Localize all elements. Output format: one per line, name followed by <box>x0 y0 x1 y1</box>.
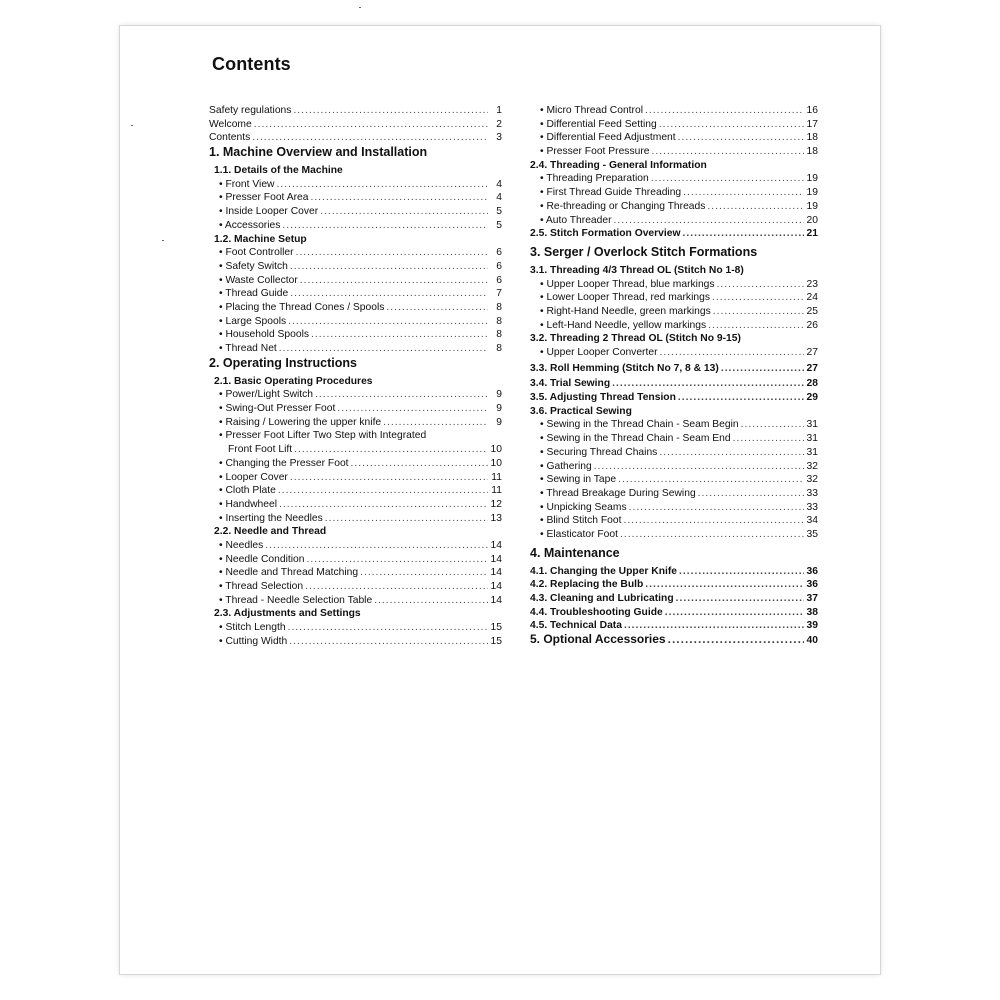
toc-entry-label: Contents <box>209 132 251 144</box>
leader-dots <box>623 514 804 528</box>
toc-entry[interactable] <box>530 305 818 319</box>
toc-entry[interactable] <box>530 473 818 487</box>
toc-entry-page: 4 <box>496 192 502 204</box>
leader-dots <box>254 118 488 132</box>
toc-entry-label: • First Thread Guide Threading <box>540 187 682 199</box>
toc-entry-page: 6 <box>496 247 502 259</box>
toc-entry-page: 19 <box>806 187 818 199</box>
toc-entry[interactable] <box>209 219 502 233</box>
toc-entry-label: Safety regulations <box>209 105 292 116</box>
subsection-heading[interactable]: 1.2. Machine Setup <box>214 233 307 245</box>
toc-entry-page: 4 <box>496 178 502 190</box>
leader-dots <box>290 260 488 274</box>
toc-entry[interactable] <box>209 416 502 430</box>
toc-entry-label: • Unpicking Seams <box>540 501 627 513</box>
leader-dots <box>252 131 488 145</box>
toc-left-column <box>209 104 502 648</box>
toc-entry-label: • Looper Cover <box>219 471 288 483</box>
scan-speck <box>131 125 133 126</box>
leader-dots <box>629 501 804 515</box>
toc-entry-label: • Swing-Out Presser Foot <box>219 403 336 415</box>
toc-entry-label: 3.4. Trial Sewing <box>530 378 611 390</box>
toc-entry[interactable] <box>209 131 502 145</box>
leader-dots <box>351 457 488 471</box>
toc-entry-label: • Power/Light Switch <box>219 389 314 401</box>
toc-entry[interactable] <box>530 291 818 305</box>
toc-entry-label: • Presser Foot Lifter Two Step with Integrated <box>219 430 427 442</box>
leader-dots <box>311 328 488 342</box>
toc-entry-page: 16 <box>806 105 818 116</box>
leader-dots <box>320 205 488 219</box>
toc-entry-label: • Accessories <box>219 219 281 231</box>
toc-entry-page: 10 <box>490 457 502 469</box>
toc-entry-label: • Upper Looper Thread, blue markings <box>540 278 715 290</box>
toc-entry-page: 32 <box>806 460 818 472</box>
leader-dots <box>386 301 488 315</box>
scan-speck <box>359 7 361 8</box>
toc-entry[interactable] <box>209 328 502 342</box>
leader-dots <box>741 418 804 432</box>
leader-dots <box>360 566 488 580</box>
toc-entry[interactable] <box>530 319 818 333</box>
leader-dots <box>300 274 488 288</box>
leader-dots <box>288 621 488 635</box>
leader-dots <box>717 278 804 292</box>
toc-entry-label: • Placing the Thread Cones / Spools <box>219 301 385 313</box>
section-heading[interactable]: 1. Machine Overview and Installation <box>209 145 428 160</box>
toc-entry-page: 27 <box>806 362 818 374</box>
leader-dots <box>612 377 804 391</box>
toc-entry[interactable] <box>209 178 502 192</box>
toc-entry-label: • Needle Condition <box>219 553 305 565</box>
leader-dots <box>620 528 804 542</box>
toc-entry[interactable] <box>530 278 818 292</box>
toc-entry-label: 4.1. Changing the Upper Knife <box>530 565 678 577</box>
toc-entry[interactable] <box>530 514 818 528</box>
leader-dots <box>668 633 804 647</box>
leader-dots <box>645 104 804 118</box>
toc-entry-page: 24 <box>806 292 818 304</box>
section-heading[interactable]: 2. Operating Instructions <box>209 355 357 370</box>
leader-dots <box>306 553 488 567</box>
toc-entry-label: • Right-Hand Needle, green markings <box>540 305 711 317</box>
toc-entry-page: 12 <box>490 498 502 510</box>
toc-entry-page: 8 <box>496 329 502 341</box>
leader-dots <box>279 342 488 356</box>
toc-right-column <box>530 104 818 647</box>
leader-dots <box>678 391 804 405</box>
leader-dots <box>296 246 488 260</box>
toc-entry[interactable] <box>530 418 818 432</box>
toc-entry[interactable] <box>209 274 502 288</box>
leader-dots <box>708 319 804 333</box>
leader-dots <box>679 565 804 579</box>
toc-entry-page: 11 <box>491 471 502 483</box>
subsection-heading[interactable]: 3.2. Threading 2 Thread OL (Stitch No 9-15) <box>530 333 741 345</box>
toc-entry-label: • Needle and Thread Matching <box>219 567 359 579</box>
toc-entry[interactable] <box>209 457 502 471</box>
toc-entry-page: 14 <box>490 553 502 565</box>
leader-dots <box>678 131 804 145</box>
document-page <box>120 26 880 974</box>
toc-entry[interactable] <box>530 578 818 592</box>
toc-entry-label: • Inside Looper Cover <box>219 206 319 218</box>
leader-dots <box>651 145 804 159</box>
toc-entry-label: • Differential Feed Adjustment <box>540 132 676 144</box>
subsection-heading[interactable]: 1.1. Details of the Machine <box>214 165 343 177</box>
subsection-heading[interactable]: 2.3. Adjustments and Settings <box>214 608 361 620</box>
toc-entry-page: 25 <box>806 305 818 317</box>
toc-entry[interactable] <box>209 553 502 567</box>
subsection-heading[interactable]: 2.1. Basic Operating Procedures <box>214 375 373 387</box>
toc-entry-page: 15 <box>490 635 502 647</box>
toc-entry-page: 36 <box>806 565 818 577</box>
toc-entry-page: 40 <box>806 635 818 647</box>
leader-dots <box>713 305 804 319</box>
section-heading[interactable]: 4. Maintenance <box>530 545 620 560</box>
toc-entry-page: 18 <box>806 132 818 144</box>
toc-entry-multiline-end[interactable] <box>209 443 502 457</box>
toc-entry[interactable] <box>209 498 502 512</box>
toc-entry-label: • Micro Thread Control <box>540 105 643 116</box>
toc-entry-page: 33 <box>806 501 818 513</box>
toc-entry-label: • Household Spools <box>219 329 310 341</box>
toc-entry-label: • Re-threading or Changing Threads <box>540 200 706 212</box>
toc-entry-page: 26 <box>806 319 818 331</box>
toc-entry-label: • Thread - Needle Selection Table <box>219 594 373 606</box>
toc-entry-page: 17 <box>806 118 818 130</box>
leader-dots <box>277 178 489 192</box>
toc-entry[interactable] <box>530 172 818 186</box>
toc-entry-label: • Foot Controller <box>219 247 294 259</box>
toc-entry-label: • Left-Hand Needle, yellow markings <box>540 319 707 331</box>
toc-entry-label: • Auto Threader <box>540 214 612 226</box>
toc-entry[interactable] <box>530 118 818 132</box>
toc-entry[interactable] <box>530 145 818 159</box>
toc-entry-page: 10 <box>490 444 502 456</box>
toc-entry-page: 8 <box>496 315 502 327</box>
leader-dots <box>645 578 804 592</box>
toc-entry[interactable] <box>530 460 818 474</box>
toc-entry[interactable] <box>209 635 502 649</box>
toc-entry[interactable] <box>530 200 818 214</box>
page-title: Contents <box>212 54 291 74</box>
toc-entry[interactable] <box>530 487 818 501</box>
toc-entry-label: • Sewing in the Thread Chain - Seam Begin <box>540 419 739 431</box>
toc-entry-page: 23 <box>806 278 818 290</box>
leader-dots <box>659 446 804 460</box>
toc-entry-label: • Cloth Plate <box>219 485 276 497</box>
toc-entry-label: • Inserting the Needles <box>219 512 323 524</box>
toc-entry-page: 35 <box>806 528 818 540</box>
toc-entry-label: 4.4. Troubleshooting Guide <box>530 606 663 618</box>
toc-entry-page: 7 <box>496 288 502 300</box>
toc-entry-label: • Waste Collector <box>219 274 298 286</box>
leader-dots <box>651 172 804 186</box>
toc-entry[interactable] <box>209 104 502 118</box>
toc-entry[interactable] <box>530 619 818 633</box>
toc-entry[interactable] <box>530 633 818 647</box>
toc-entry[interactable] <box>530 606 818 620</box>
toc-entry[interactable] <box>530 528 818 542</box>
leader-dots <box>659 118 804 132</box>
leader-dots <box>293 104 488 118</box>
toc-entry-label: 3.3. Roll Hemming (Stitch No 7, 8 & 13) <box>530 362 719 374</box>
leader-dots <box>665 606 804 620</box>
leader-dots <box>279 498 488 512</box>
subsection-heading[interactable]: 3.6. Practical Sewing <box>530 405 632 417</box>
toc-entry-page: 1 <box>496 105 502 116</box>
leader-dots <box>278 484 488 498</box>
section-heading[interactable]: 3. Serger / Overlock Stitch Formations <box>530 244 758 259</box>
toc-entry-label: • Thread Net <box>219 343 277 354</box>
toc-entry-multiline-start[interactable] <box>209 429 502 443</box>
toc-entry[interactable] <box>209 566 502 580</box>
toc-entry-page: 21 <box>806 228 818 240</box>
leader-dots <box>594 460 804 474</box>
toc-entry[interactable] <box>530 565 818 579</box>
toc-entry-label: • Handwheel <box>219 498 277 510</box>
toc-entry[interactable] <box>209 191 502 205</box>
toc-entry-page: 38 <box>806 606 818 618</box>
toc-entry-page: 31 <box>806 446 818 458</box>
toc-entry-page: 39 <box>806 620 818 632</box>
toc-entry[interactable] <box>530 186 818 200</box>
toc-entry-label: • Thread Selection <box>219 581 304 592</box>
toc-entry-label: • Raising / Lowering the upper knife <box>219 416 382 428</box>
toc-entry-page: 13 <box>490 512 502 524</box>
toc-entry-page: 18 <box>806 146 818 158</box>
toc-entry-page: 9 <box>496 389 502 401</box>
leader-dots <box>618 473 804 487</box>
toc-entry[interactable] <box>530 592 818 606</box>
toc-entry[interactable] <box>209 594 502 608</box>
toc-entry[interactable] <box>530 227 818 241</box>
toc-entry[interactable] <box>530 432 818 446</box>
toc-entry[interactable] <box>209 287 502 301</box>
leader-dots <box>374 594 488 608</box>
toc-entry-page: 31 <box>806 419 818 431</box>
leader-dots <box>337 402 488 416</box>
leader-dots <box>325 512 488 526</box>
toc-entry[interactable] <box>209 205 502 219</box>
toc-entry-label: Welcome <box>209 118 252 130</box>
toc-entry-page: 2 <box>496 118 502 130</box>
leader-dots <box>288 315 488 329</box>
leader-dots <box>698 487 804 501</box>
toc-entry[interactable] <box>209 621 502 635</box>
toc-entry[interactable] <box>209 301 502 315</box>
toc-entry[interactable] <box>209 246 502 260</box>
toc-entry-label: • Securing Thread Chains <box>540 446 658 458</box>
toc-entry-label: • Elasticator Foot <box>540 528 619 540</box>
toc-entry[interactable] <box>209 471 502 485</box>
toc-entry-page: 8 <box>496 301 502 313</box>
leader-dots <box>310 191 488 205</box>
leader-dots <box>707 200 804 214</box>
toc-entry-page: 11 <box>491 485 502 497</box>
leader-dots <box>712 291 804 305</box>
toc-entry[interactable] <box>530 391 818 405</box>
leader-dots <box>315 388 488 402</box>
toc-entry-page: 14 <box>490 539 502 551</box>
toc-entry-label: Front Foot Lift <box>228 444 293 456</box>
toc-entry-label: 4.3. Cleaning and Lubricating <box>530 593 674 604</box>
toc-entry-page: 31 <box>806 433 818 445</box>
toc-entry-label: • Threading Preparation <box>540 173 649 185</box>
toc-entry-page: 29 <box>806 392 818 404</box>
toc-entry[interactable] <box>530 501 818 515</box>
toc-entry-page: 15 <box>490 622 502 634</box>
toc-entry-label: • Changing the Presser Foot <box>219 457 349 469</box>
toc-entry-label: • Sewing in the Thread Chain - Seam End <box>540 433 731 445</box>
toc-entry-page: 37 <box>806 593 818 604</box>
toc-entry-page: 20 <box>806 214 818 226</box>
toc-entry-label: • Sewing in Tape <box>540 474 617 486</box>
toc-entry-page: 8 <box>496 343 502 354</box>
leader-dots <box>721 362 804 376</box>
toc-entry[interactable] <box>209 402 502 416</box>
toc-entry-label: • Thread Breakage During Sewing <box>540 487 696 499</box>
toc-entry-page: 6 <box>496 260 502 272</box>
leader-dots <box>294 443 488 457</box>
toc-entry-page: 19 <box>806 173 818 185</box>
toc-entry-page: 28 <box>806 378 818 390</box>
toc-entry-page: 32 <box>806 474 818 486</box>
toc-entry-label: • Safety Switch <box>219 260 288 272</box>
toc-entry[interactable] <box>209 342 502 356</box>
toc-entry-page: 6 <box>496 274 502 286</box>
toc-entry[interactable] <box>530 346 818 360</box>
toc-entry-label: 4.5. Technical Data <box>530 620 622 632</box>
leader-dots <box>289 635 488 649</box>
toc-entry-label: • Differential Feed Setting <box>540 118 657 130</box>
leader-dots <box>624 619 804 633</box>
toc-entry-label: 2.5. Stitch Formation Overview <box>530 228 681 240</box>
toc-entry-label: 4.2. Replacing the Bulb <box>530 579 644 591</box>
toc-entry-page: 14 <box>490 594 502 606</box>
leader-dots <box>660 346 804 360</box>
toc-entry-label: • Blind Stitch Foot <box>540 515 622 527</box>
subsection-heading[interactable]: 3.1. Threading 4/3 Thread OL (Stitch No 1-8) <box>530 264 744 276</box>
toc-entry[interactable] <box>209 484 502 498</box>
leader-dots <box>733 432 804 446</box>
leader-dots <box>265 539 488 553</box>
subsection-heading[interactable]: 2.4. Threading - General Information <box>530 159 707 171</box>
toc-entry-label: • Presser Foot Area <box>219 192 309 204</box>
toc-entry-page: 34 <box>806 515 818 527</box>
toc-entry-page: 5 <box>496 219 502 231</box>
toc-entry-label: • Presser Foot Pressure <box>540 146 650 158</box>
toc-entry-label: • Cutting Width <box>219 635 288 647</box>
toc-entry-page: 5 <box>496 206 502 218</box>
toc-entry[interactable] <box>530 446 818 460</box>
toc-entry[interactable] <box>209 388 502 402</box>
toc-entry-page: 9 <box>496 403 502 415</box>
leader-dots <box>282 219 488 233</box>
toc-entry-label: 3.5. Adjusting Thread Tension <box>530 392 676 404</box>
toc-entry[interactable] <box>530 131 818 145</box>
toc-entry-page: 27 <box>806 347 818 358</box>
toc-entry-page: 9 <box>496 416 502 428</box>
leader-dots <box>383 416 488 430</box>
toc-entry-label: • Thread Guide <box>219 288 289 300</box>
toc-entry-page: 33 <box>806 487 818 499</box>
leader-dots <box>614 214 804 228</box>
leader-dots <box>290 471 488 485</box>
toc-entry[interactable] <box>530 104 818 118</box>
toc-entry-label: • Needles <box>219 539 264 551</box>
scan-speck <box>162 240 164 241</box>
toc-entry-page: 14 <box>490 581 502 592</box>
toc-entry[interactable] <box>530 214 818 228</box>
toc-entry[interactable] <box>209 512 502 526</box>
toc-entry[interactable] <box>209 580 502 594</box>
leader-dots <box>290 287 488 301</box>
toc-entry[interactable] <box>209 539 502 553</box>
toc-entry[interactable] <box>530 377 818 391</box>
toc-entry-label: 5. Optional Accessories <box>530 632 666 647</box>
toc-entry-page: 3 <box>496 132 502 144</box>
toc-entry-page: 14 <box>490 567 502 579</box>
toc-entry[interactable] <box>209 260 502 274</box>
toc-entry-label: • Lower Looper Thread, red markings <box>540 292 710 304</box>
toc-entry-label: • Large Spools <box>219 315 287 327</box>
toc-entry-label: • Gathering <box>540 460 592 472</box>
leader-dots <box>305 580 488 594</box>
toc-entry-label: • Upper Looper Converter <box>540 347 658 358</box>
leader-dots <box>683 227 805 241</box>
toc-entry-label: • Stitch Length <box>219 622 286 634</box>
leader-dots <box>676 592 804 606</box>
subsection-heading[interactable]: 2.2. Needle and Thread <box>214 526 327 538</box>
toc-entry[interactable] <box>209 118 502 132</box>
toc-entry-label: • Front View <box>219 178 275 190</box>
toc-entry[interactable] <box>209 315 502 329</box>
toc-entry-page: 19 <box>806 200 818 212</box>
leader-dots <box>683 186 804 200</box>
toc-entry-page: 36 <box>806 579 818 591</box>
toc-entry[interactable] <box>530 362 818 376</box>
